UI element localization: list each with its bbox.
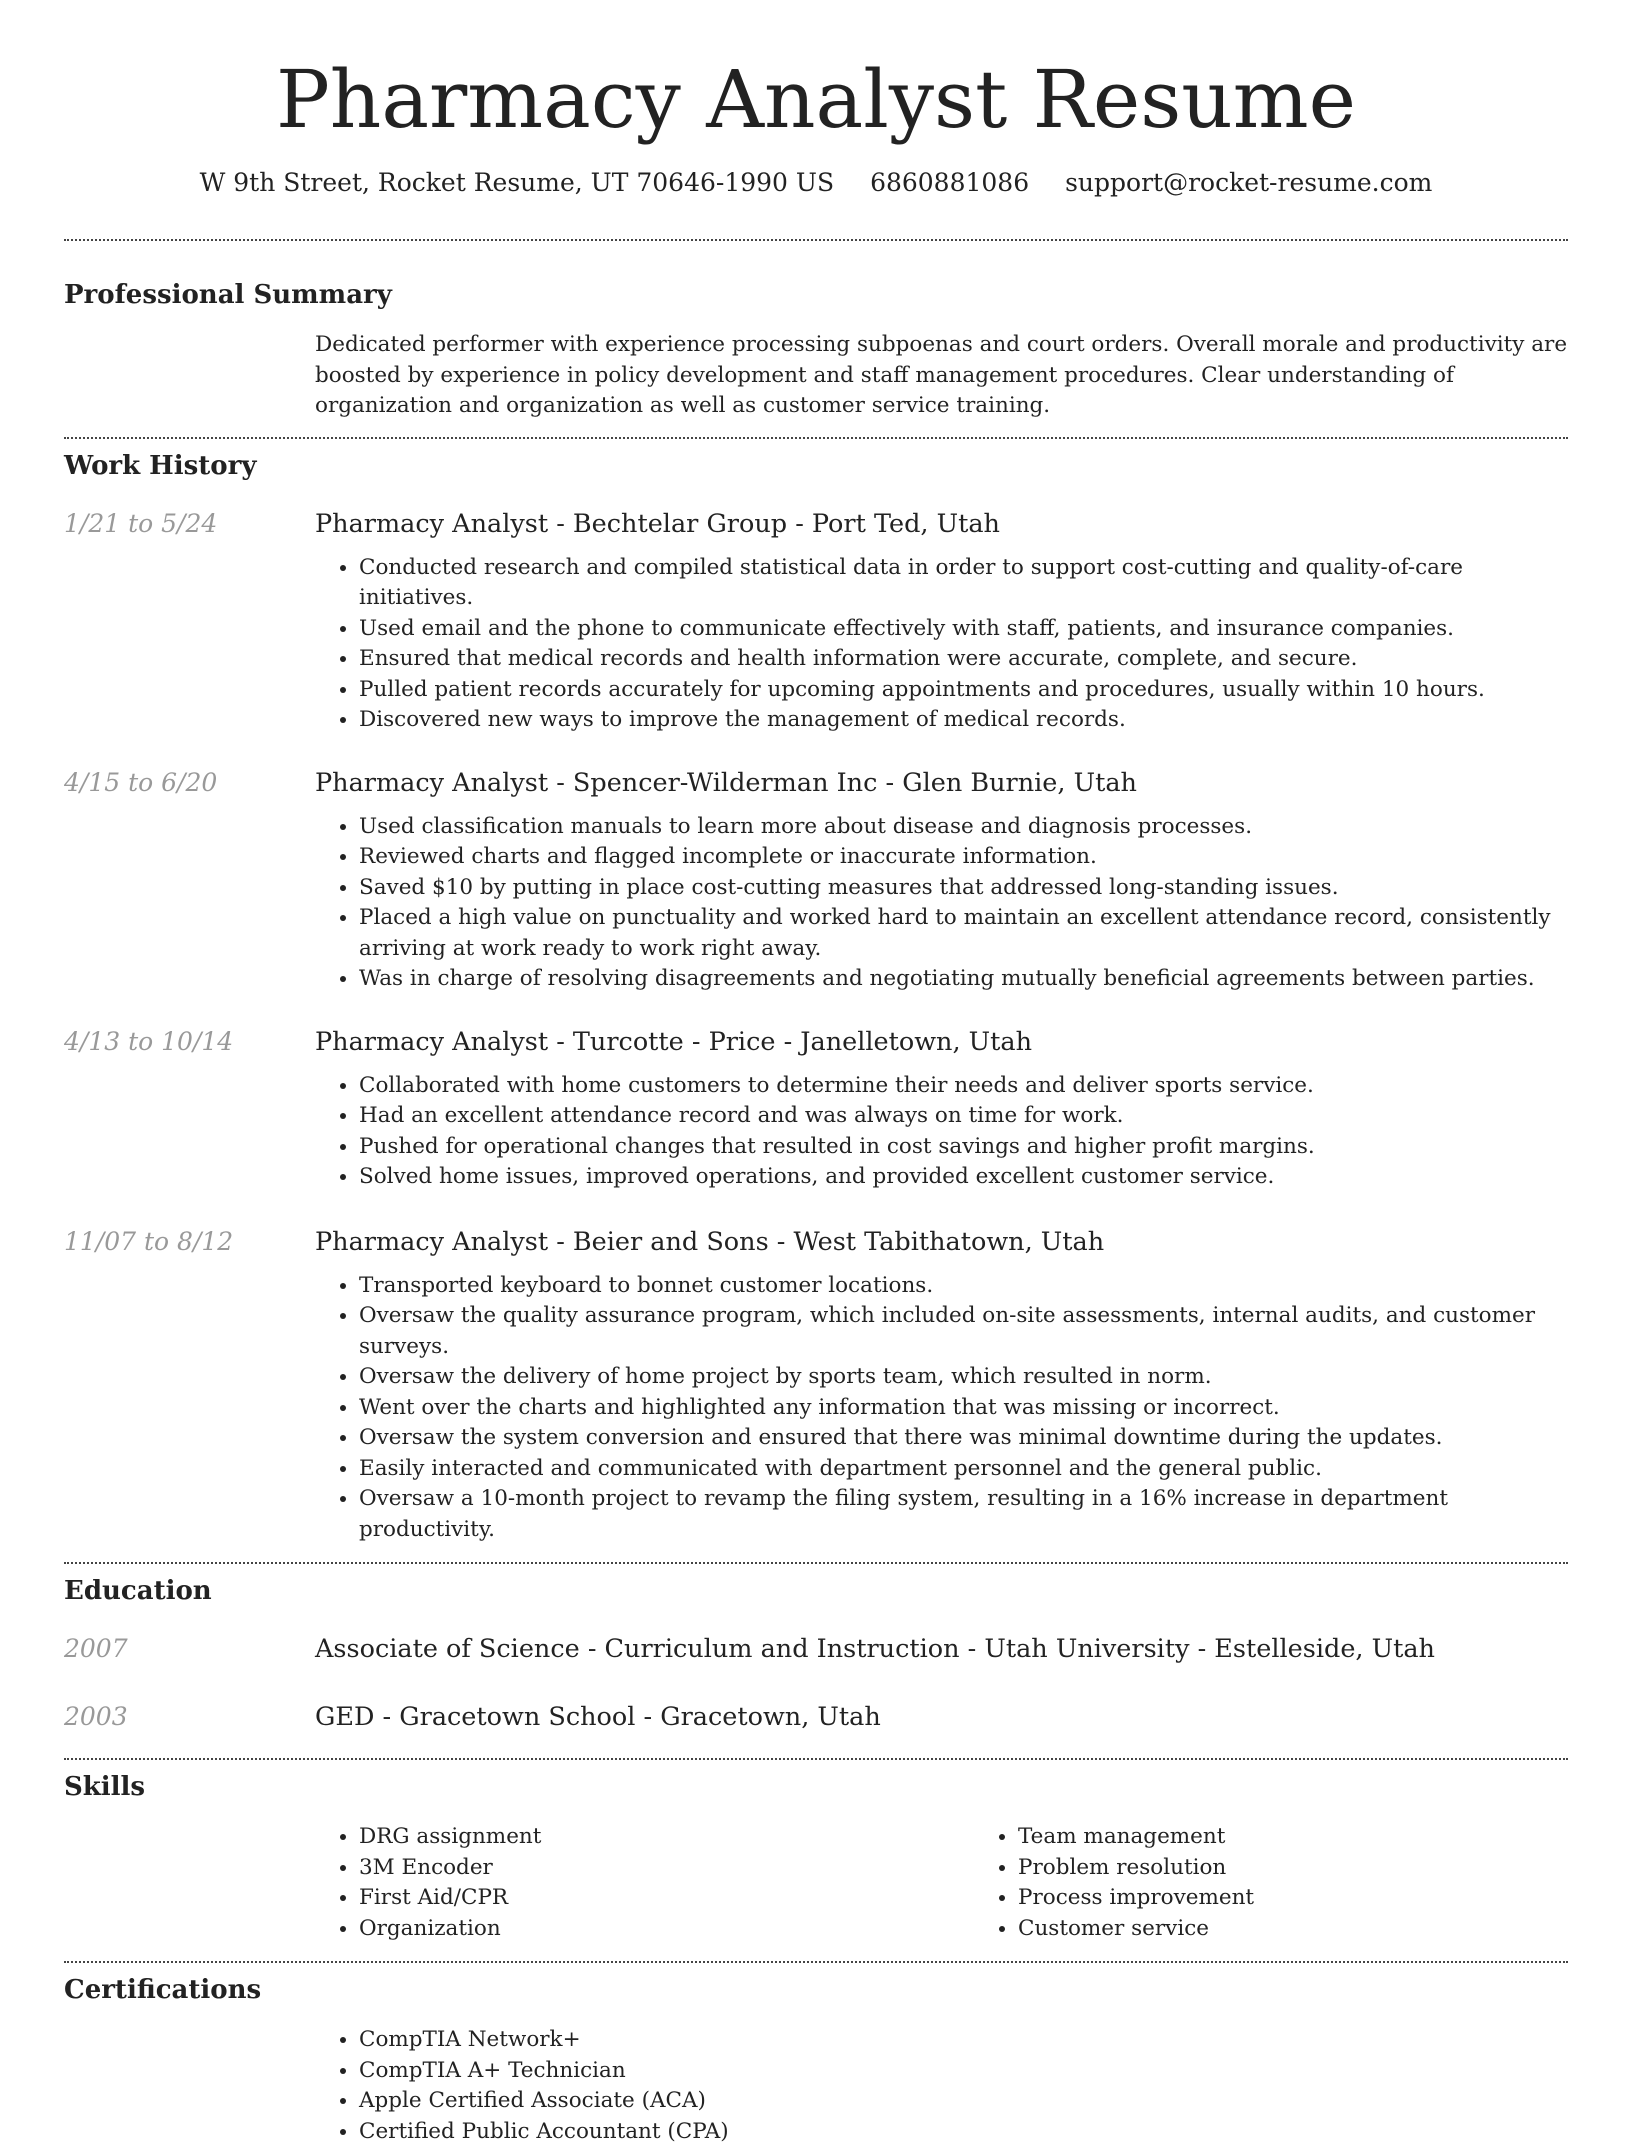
skills-heading: Skills bbox=[64, 1770, 1568, 1804]
job-bullets bbox=[315, 1071, 1568, 1193]
divider bbox=[64, 1562, 1568, 1564]
list-item: • CompTIA Network+ bbox=[359, 2025, 1568, 2056]
education-entry bbox=[64, 1700, 1568, 1734]
job-entry bbox=[64, 1025, 1568, 1193]
education-year: 2007 bbox=[64, 1632, 315, 1666]
list-item: • Collaborated with home customers to determine their needs and deliver sports service. bbox=[359, 1071, 1568, 1102]
work-heading: Work History bbox=[64, 449, 1568, 483]
divider bbox=[64, 239, 1568, 241]
list-item: • Pulled patient records accurately for upcoming appointments and procedures, usually within 10 hours. bbox=[359, 675, 1568, 706]
list-item: • Saved $10 by putting in place cost-cutting measures that addressed long-standing issues. bbox=[359, 873, 1568, 904]
list-item: • Problem resolution bbox=[1018, 1853, 1632, 1884]
divider bbox=[64, 1758, 1568, 1760]
list-item: • Ensured that medical records and health information were accurate, complete, and secure. bbox=[359, 644, 1568, 675]
list-item: • Went over the charts and highlighted any information that was missing or incorrect. bbox=[359, 1393, 1568, 1424]
list-item: • Solved home issues, improved operations, and provided excellent customer service. bbox=[359, 1162, 1568, 1193]
list-item: • Team management bbox=[1018, 1822, 1632, 1853]
list-item: • Pushed for operational changes that resulted in cost savings and higher profit margins. bbox=[359, 1132, 1568, 1163]
divider bbox=[64, 1961, 1568, 1963]
certifications-list bbox=[315, 2025, 1568, 2147]
list-item: • Discovered new ways to improve the management of medical records. bbox=[359, 705, 1568, 736]
list-item: • Process improvement bbox=[1018, 1883, 1632, 1914]
list-item: • Oversaw the quality assurance program, which included on-site assessments, internal audits, and customer surveys. bbox=[359, 1301, 1568, 1362]
certifications-heading: Certifications bbox=[64, 1973, 1568, 2007]
divider bbox=[64, 437, 1568, 439]
job-dates: 11/07 to 8/12 bbox=[64, 1225, 315, 1546]
skills-section bbox=[64, 1770, 1568, 1944]
list-item: • Transported keyboard to bonnet customer locations. bbox=[359, 1271, 1568, 1302]
list-item: • Certified Public Accountant (CPA) bbox=[359, 2117, 1568, 2147]
list-item: • Used classification manuals to learn more about disease and diagnosis processes. bbox=[359, 812, 1568, 843]
list-item: • First Aid/CPR bbox=[359, 1883, 974, 1914]
education-text: Associate of Science - Curriculum and Instruction - Utah University - Estelleside, Utah bbox=[315, 1632, 1568, 1666]
list-item: • Oversaw the system conversion and ensured that there was minimal downtime during the updates. bbox=[359, 1423, 1568, 1454]
list-item: • Was in charge of resolving disagreements and negotiating mutually beneficial agreements between parties. bbox=[359, 964, 1568, 995]
job-entry bbox=[64, 1225, 1568, 1546]
education-year: 2003 bbox=[64, 1700, 315, 1734]
job-bullets bbox=[315, 1271, 1568, 1546]
summary-heading: Professional Summary bbox=[64, 278, 1568, 312]
list-item: • 3M Encoder bbox=[359, 1853, 974, 1884]
education-entry bbox=[64, 1632, 1568, 1666]
job-title: Pharmacy Analyst - Bechtelar Group - Port Ted, Utah bbox=[315, 507, 1568, 541]
contact-address: W 9th Street, Rocket Resume, UT 70646-1990 US bbox=[200, 168, 835, 197]
job-title: Pharmacy Analyst - Turcotte - Price - Janelletown, Utah bbox=[315, 1025, 1568, 1059]
job-dates: 4/15 to 6/20 bbox=[64, 766, 315, 995]
summary-section bbox=[64, 278, 1568, 422]
list-item: • Apple Certified Associate (ACA) bbox=[359, 2086, 1568, 2117]
education-section bbox=[64, 1574, 1568, 1734]
contact-email: support@rocket-resume.com bbox=[1065, 168, 1432, 197]
list-item: • CompTIA A+ Technician bbox=[359, 2056, 1568, 2087]
job-title: Pharmacy Analyst - Spencer-Wilderman Inc - Glen Burnie, Utah bbox=[315, 766, 1568, 800]
certifications-section bbox=[64, 1973, 1568, 2147]
skills-list bbox=[315, 1822, 1632, 1944]
job-dates: 1/21 to 5/24 bbox=[64, 507, 315, 736]
list-item: • Used email and the phone to communicate effectively with staff, patients, and insurance companies. bbox=[359, 614, 1568, 645]
list-item: • Customer service bbox=[1018, 1914, 1632, 1945]
resume-title: Pharmacy Analyst Resume bbox=[64, 0, 1568, 150]
list-item: • Organization bbox=[359, 1914, 974, 1945]
contact-line bbox=[64, 166, 1568, 200]
contact-phone: 6860881086 bbox=[870, 168, 1029, 197]
skills-right-list bbox=[974, 1822, 1632, 1944]
education-text: GED - Gracetown School - Gracetown, Utah bbox=[315, 1700, 1568, 1734]
job-title: Pharmacy Analyst - Beier and Sons - West Tabithatown, Utah bbox=[315, 1225, 1568, 1259]
list-item: • Reviewed charts and flagged incomplete or inaccurate information. bbox=[359, 842, 1568, 873]
list-item: • Had an excellent attendance record and was always on time for work. bbox=[359, 1101, 1568, 1132]
list-item: • Placed a high value on punctuality and worked hard to maintain an excellent attendance record, consistently arriving at work ready to work right away. bbox=[359, 903, 1568, 964]
list-item: • DRG assignment bbox=[359, 1822, 974, 1853]
list-item: • Oversaw a 10-month project to revamp the filing system, resulting in a 16% increase in department productivity. bbox=[359, 1484, 1568, 1545]
job-bullets bbox=[315, 812, 1568, 995]
work-section bbox=[64, 449, 1568, 1546]
job-entry bbox=[64, 766, 1568, 995]
job-entry bbox=[64, 507, 1568, 736]
job-dates: 4/13 to 10/14 bbox=[64, 1025, 315, 1193]
job-bullets bbox=[315, 553, 1568, 736]
summary-text: Dedicated performer with experience processing subpoenas and court orders. Overall morale and productivity are boosted by experience in policy development and staff management procedures. Clear understanding of organization and organization as well as customer service training. bbox=[315, 330, 1568, 422]
education-heading: Education bbox=[64, 1574, 1568, 1608]
list-item: • Easily interacted and communicated with department personnel and the general public. bbox=[359, 1454, 1568, 1485]
list-item: • Conducted research and compiled statistical data in order to support cost-cutting and quality-of-care initiatives. bbox=[359, 553, 1568, 614]
skills-left-list bbox=[315, 1822, 974, 1944]
list-item: • Oversaw the delivery of home project by sports team, which resulted in norm. bbox=[359, 1362, 1568, 1393]
resume-page bbox=[64, 0, 1568, 2147]
